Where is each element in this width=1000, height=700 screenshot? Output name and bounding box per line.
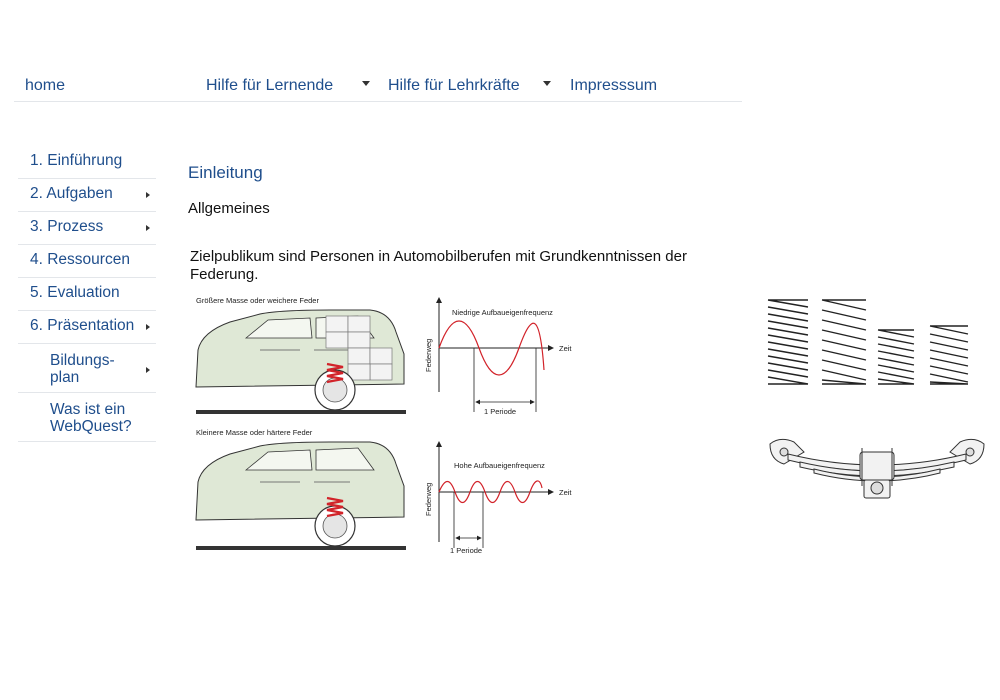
sidebar-item-bildungsplan[interactable] (18, 344, 156, 393)
period-label: 1 Periode (450, 546, 483, 555)
suspension-frequency-figure (190, 292, 590, 562)
chevron-right-icon (146, 324, 150, 330)
nav-home-link[interactable]: home (25, 77, 66, 94)
sidebar-item-webquest[interactable] (18, 393, 156, 442)
sidebar-item-label: Bildungs- plan (50, 352, 115, 386)
sidebar-item-label: 3. Prozess (30, 218, 104, 235)
section-heading: Allgemeines (188, 200, 270, 217)
spring-2 (822, 300, 866, 384)
x-axis-label: Zeit (559, 488, 572, 497)
sidebar-menu (18, 146, 156, 442)
chevron-right-icon (146, 192, 150, 198)
sidebar-item-label: 6. Präsentation (30, 317, 135, 334)
car-heavy-illustration (196, 310, 406, 414)
x-axis-label: Zeit (559, 344, 572, 353)
chevron-right-icon (146, 367, 150, 373)
sidebar-item-einfuehrung[interactable] (18, 146, 156, 179)
spring-1 (768, 300, 808, 384)
sidebar-item-evaluation[interactable] (18, 278, 156, 311)
spring-3 (878, 330, 914, 384)
intro-paragraph: Zielpublikum sind Personen in Automobilberufen mit Grundkenntnissen der Federung. (190, 248, 687, 283)
sidebar-item-label: 4. Ressourcen (30, 251, 130, 268)
y-axis-label: Federweg (424, 482, 433, 516)
sidebar-item-prozess[interactable] (18, 212, 156, 245)
nav-hilfe-lehrkraefte[interactable]: Hilfe für Lehrkräfte (388, 77, 520, 94)
leaf-spring-axle-illustration (764, 430, 990, 514)
spring-4 (930, 326, 968, 384)
low-frequency-graph (424, 298, 572, 416)
chevron-down-icon[interactable] (543, 81, 551, 86)
chevron-down-icon[interactable] (362, 81, 370, 86)
sidebar-item-label: 2. Aufgaben (30, 185, 113, 202)
nav-impressum[interactable]: Impresssum (570, 77, 658, 94)
sidebar-item-praesentation[interactable] (18, 311, 156, 344)
car-light-illustration (196, 442, 406, 550)
top-graph-label: Niedrige Aufbaueigenfrequenz (452, 308, 553, 317)
bottom-graph-label: Hohe Aufbaueigenfrequenz (454, 461, 545, 470)
nav-hilfe-lernende[interactable]: Hilfe für Lernende (206, 77, 334, 94)
high-frequency-graph (424, 442, 572, 555)
bottom-caption: Kleinere Masse oder härtere Feder (196, 428, 313, 437)
sidebar-item-ressourcen[interactable] (18, 245, 156, 278)
chevron-right-icon (146, 225, 150, 231)
top-navigation (14, 70, 742, 102)
coil-springs-illustration (764, 294, 990, 390)
y-axis-label: Federweg (424, 338, 433, 372)
sidebar-item-label: Was ist ein WebQuest? (50, 401, 132, 435)
sidebar-item-label: 1. Einführung (30, 152, 123, 169)
page-title: Einleitung (188, 163, 263, 182)
sidebar-item-label: 5. Evaluation (30, 284, 120, 301)
period-label: 1 Periode (484, 407, 517, 416)
top-caption: Größere Masse oder weichere Feder (196, 296, 319, 305)
sidebar-item-aufgaben[interactable] (18, 179, 156, 212)
